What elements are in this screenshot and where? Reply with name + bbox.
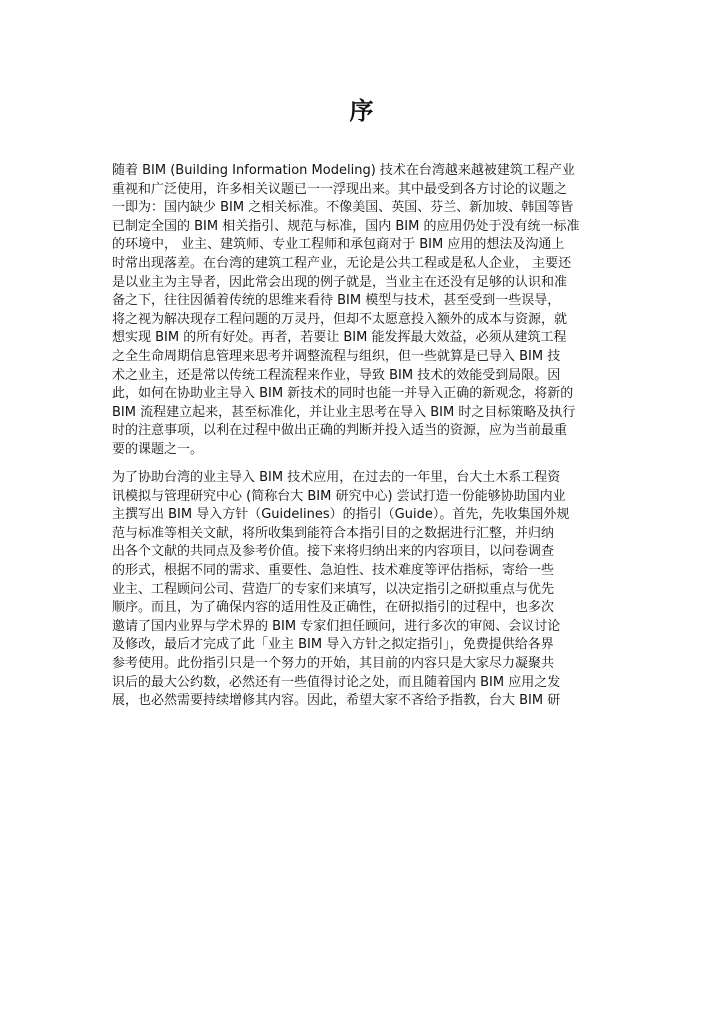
- text-line: 想实现 BIM 的所有好处。再者，若要让 BIM 能发挥最大效益，必须从建筑工程: [112, 330, 567, 346]
- text-line: 的形式，根据不同的需求、重要性、急迫性、技术难度等评估指标，寄给一些: [112, 562, 555, 578]
- paragraph-1: [112, 162, 632, 460]
- text-line: 范与标准等相关文献，将所收集到能符合本指引目的之数据进行汇整，并归纳: [112, 525, 555, 541]
- text-line: BIM 流程建立起来，甚至标准化，并让业主思考在导入 BIM 时之目标策略及执行: [112, 404, 576, 420]
- text-line: 已制定全国的 BIM 相关指引、规范与标准，国内 BIM 的应用仍处于没有统一标准: [112, 218, 580, 234]
- page-title: 序: [349, 97, 374, 125]
- text-line: 讯模拟与管理研究中心 (简称台大 BIM 研究中心) 尝试打造一份能够协助国内业: [112, 488, 566, 504]
- text-line: 时常出现落差。在台湾的建筑工程产业，无论是公共工程或是私人企业， 主要还: [112, 255, 572, 271]
- text-line: 时的注意事项，以利在过程中做出正确的判断并投入适当的资源，应为当前最重: [112, 423, 568, 439]
- text-line: 将之视为解决现存工程问题的万灵丹，但却不太愿意投入额外的成本与资源，就: [112, 311, 568, 327]
- text-line: 之全生命周期信息管理来思考并调整流程与组织，但一些就算是已导入 BIM 技: [112, 348, 561, 364]
- text-line: 展，也必然需要持续增修其内容。因此，希望大家不吝给予指教，台大 BIM 研: [112, 693, 561, 709]
- text-line: 邀请了国内业界与学术界的 BIM 专家们担任顾问，进行多次的审阅、会议讨论: [112, 618, 561, 634]
- text-line: 重视和广泛使用，许多相关议题已一一浮现出来。其中最受到各方讨论的议题之: [112, 181, 568, 197]
- text-line: 此，如何在协助业主导入 BIM 新技术的同时也能一并导入正确的新观念，将新的: [112, 386, 574, 402]
- text-line: 的环境中， 业主、建筑师、专业工程师和承包商对于 BIM 应用的想法及沟通上: [112, 237, 565, 253]
- text-line: 一即为：国内缺少 BIM 之相关标准。不像美国、英国、芬兰、新加坡、韩国等皆: [112, 200, 574, 216]
- text-line: 主撰写出 BIM 导入方针（Guidelines）的指引（Guide）。首先，先收集国外规: [112, 507, 570, 523]
- text-line: 术之业主，还是常以传统工程流程来作业，导致 BIM 技术的效能受到局限。因: [112, 367, 561, 383]
- paragraph-2: [112, 469, 632, 711]
- text-line: 是以业主为主导者，因此常会出现的例子就是，当业主在还没有足够的认识和准: [112, 274, 568, 290]
- text-line: 参考使用。此份指引只是一个努力的开始，其目前的内容只是大家尽力凝聚共: [112, 655, 555, 671]
- text-line: 要的课题之一。: [112, 441, 204, 457]
- text-line: 顺序。而且，为了确保内容的适用性及正确性，在研拟指引的过程中，也多次: [112, 600, 555, 616]
- text-line: 识后的最大公约数，必然还有一些值得讨论之处，而且随着国内 BIM 应用之发: [112, 674, 561, 690]
- text-line: 业主、工程顾问公司、营造厂的专家们来填写，以决定指引之研拟重点与优先: [112, 581, 555, 597]
- text-line: 及修改，最后才完成了此「业主 BIM 导入方针之拟定指引」，免费提供给各界: [112, 637, 554, 653]
- text-line: 出各个文献的共同点及参考价值。接下来将归纳出来的内容项目，以问卷调查: [112, 544, 555, 560]
- text-line: 随着 BIM (Building Information Modeling) 技术在台湾越来越被建筑工程产业: [112, 163, 575, 178]
- text-line: 备之下，往往因循着传统的思维来看待 BIM 模型与技术，甚至受到一些误导，: [112, 293, 561, 309]
- text-line: 为了协助台湾的业主导入 BIM 技术应用，在过去的一年里，台大土木系工程资: [112, 470, 561, 485]
